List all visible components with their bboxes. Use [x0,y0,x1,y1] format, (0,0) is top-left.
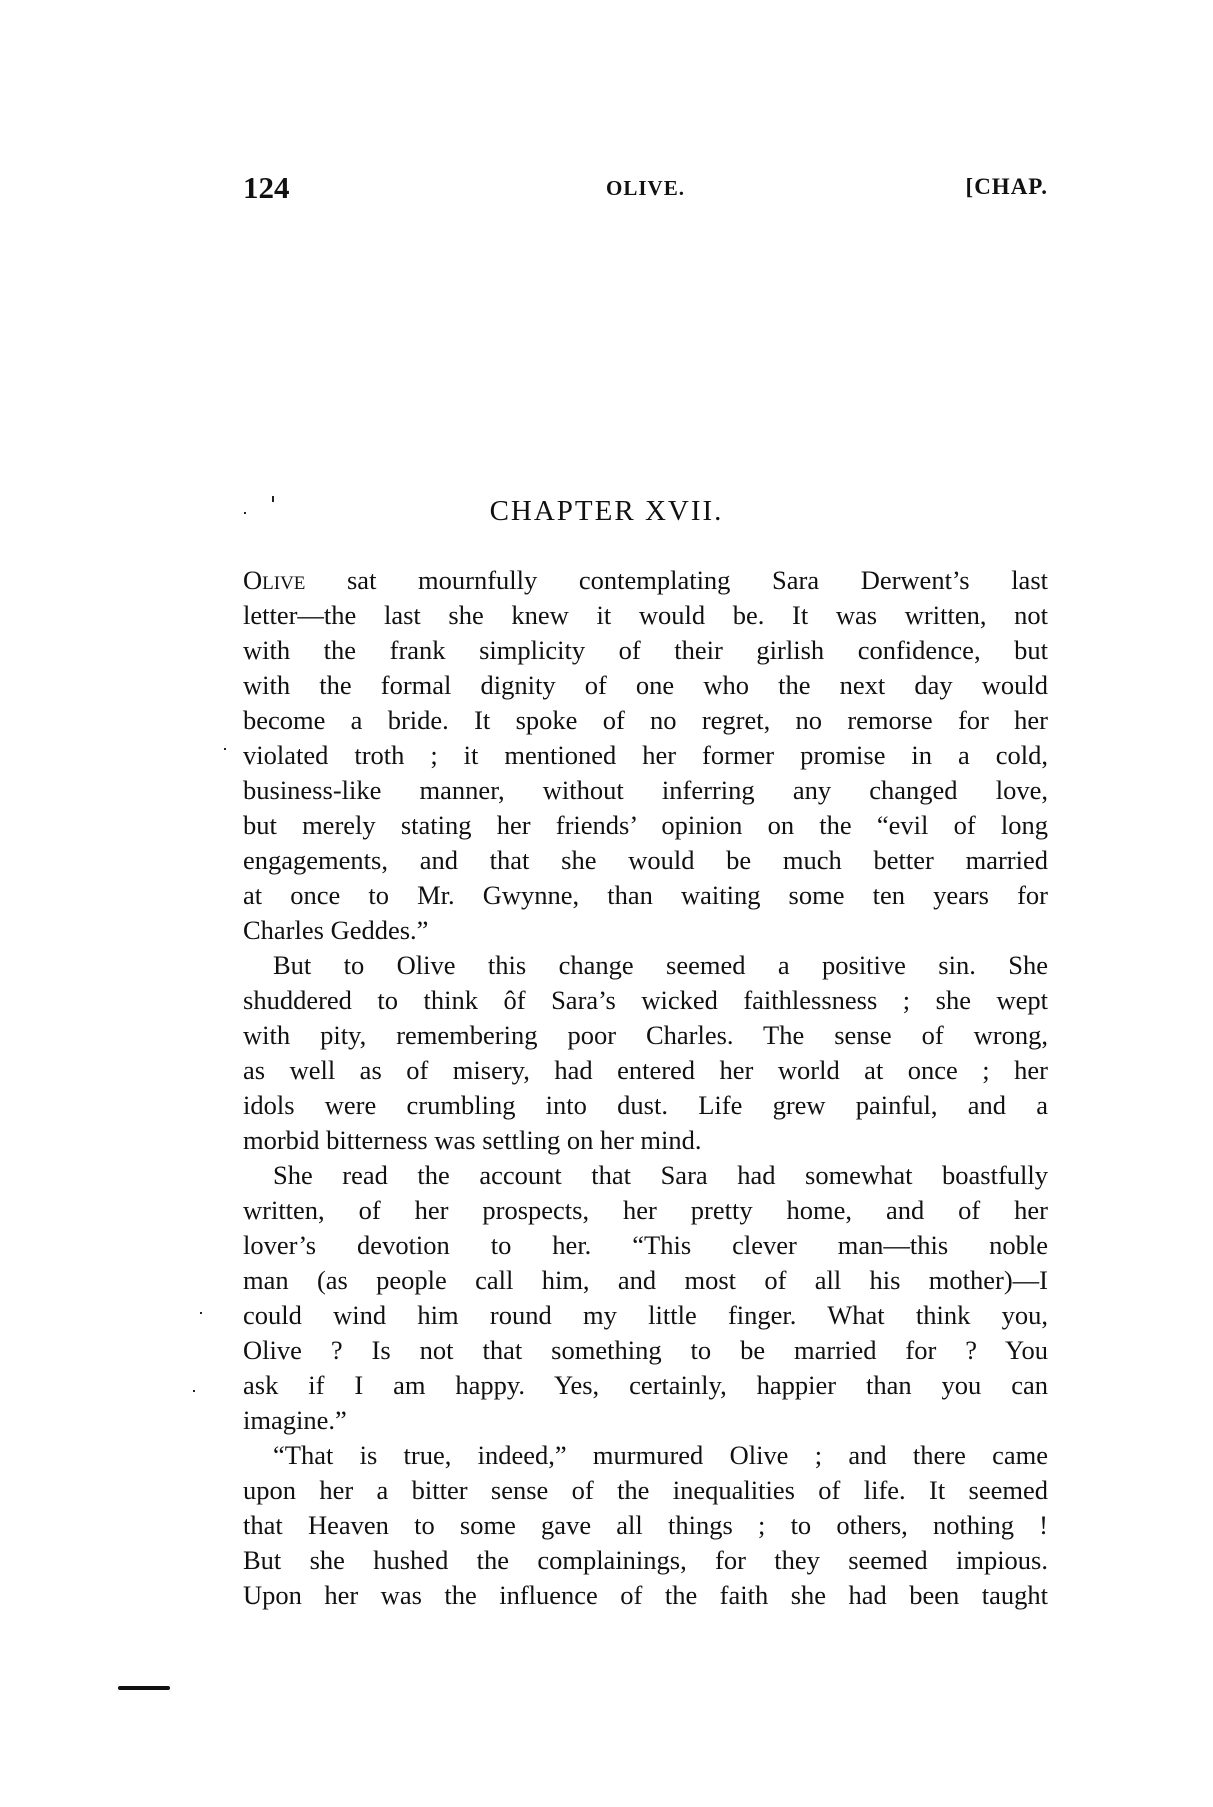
text-line: could wind him round my little finger. What think you, [243,1300,1048,1330]
text-line: written, of her prospects, her pretty home, and of her [243,1195,1048,1225]
running-title: OLIVE. [606,176,685,200]
line-text: sat mournfully contemplating Sara Derwent’s last [305,565,1048,595]
text-line: Upon her was the influence of the faith she had been taught [243,1580,1048,1610]
body-text [243,563,1048,1613]
text-line: as well as of misery, had entered her world at once ; her [243,1055,1048,1085]
text-line: Charles Geddes.” [243,915,429,945]
text-line [243,563,1048,598]
text-line: shuddered to think ôf Sara’s wicked faithlessness ; she wept [243,985,1048,1015]
text-line: with the formal dignity of one who the next day would [243,670,1048,700]
chapter-heading: CHAPTER XVII. [489,495,724,527]
scan-speck [224,748,226,750]
scan-speck [193,1390,195,1392]
text-line: morbid bitterness was settling on her mind. [243,1125,702,1155]
text-line: letter—the last she knew it would be. It was written, not [243,600,1048,630]
text-line: idols were crumbling into dust. Life grew painful, and a [243,1090,1048,1120]
scan-edge-mark [118,1686,170,1690]
text-line: upon her a bitter sense of the inequalities of life. It seemed [243,1475,1048,1505]
text-line: “That is true, indeed,” murmured Olive ; and there came [273,1440,1048,1470]
text-line: violated troth ; it mentioned her former promise in a cold, [243,740,1048,770]
text-line: engagements, and that she would be much better married [243,845,1048,875]
text-line: But to Olive this change seemed a positive sin. She [273,950,1048,980]
text-line: but merely stating her friends’ opinion on the “evil of long [243,810,1048,840]
page-number: 124 [243,170,290,205]
text-line: man (as people call him, and most of all his mother)—I [243,1265,1048,1295]
text-line: She read the account that Sara had somewhat boastfully [273,1160,1048,1190]
scan-speck [200,1312,202,1314]
text-line: that Heaven to some gave all things ; to others, nothing ! [243,1510,1048,1540]
text-line: become a bride. It spoke of no regret, no remorse for her [243,705,1048,735]
text-line: at once to Mr. Gwynne, than waiting some ten years for [243,880,1048,910]
text-line: imagine.” [243,1405,347,1435]
text-line: But she hushed the complainings, for they seemed impious. [243,1545,1048,1575]
text-line: business-like manner, without inferring any changed love, [243,775,1048,805]
text-line: with the frank simplicity of their girlish confidence, but [243,635,1048,665]
drop-word: Olive [243,565,306,595]
text-line: ask if I am happy. Yes, certainly, happier than you can [243,1370,1048,1400]
chapter-reference: [CHAP. [965,174,1048,199]
text-line: lover’s devotion to her. “This clever man—this noble [243,1230,1048,1260]
text-line: Olive ? Is not that something to be married for ? You [243,1335,1048,1365]
scan-speck [244,512,246,514]
scan-speck [272,496,274,502]
text-line: with pity, remembering poor Charles. The sense of wrong, [243,1020,1048,1050]
running-head [243,170,1048,210]
